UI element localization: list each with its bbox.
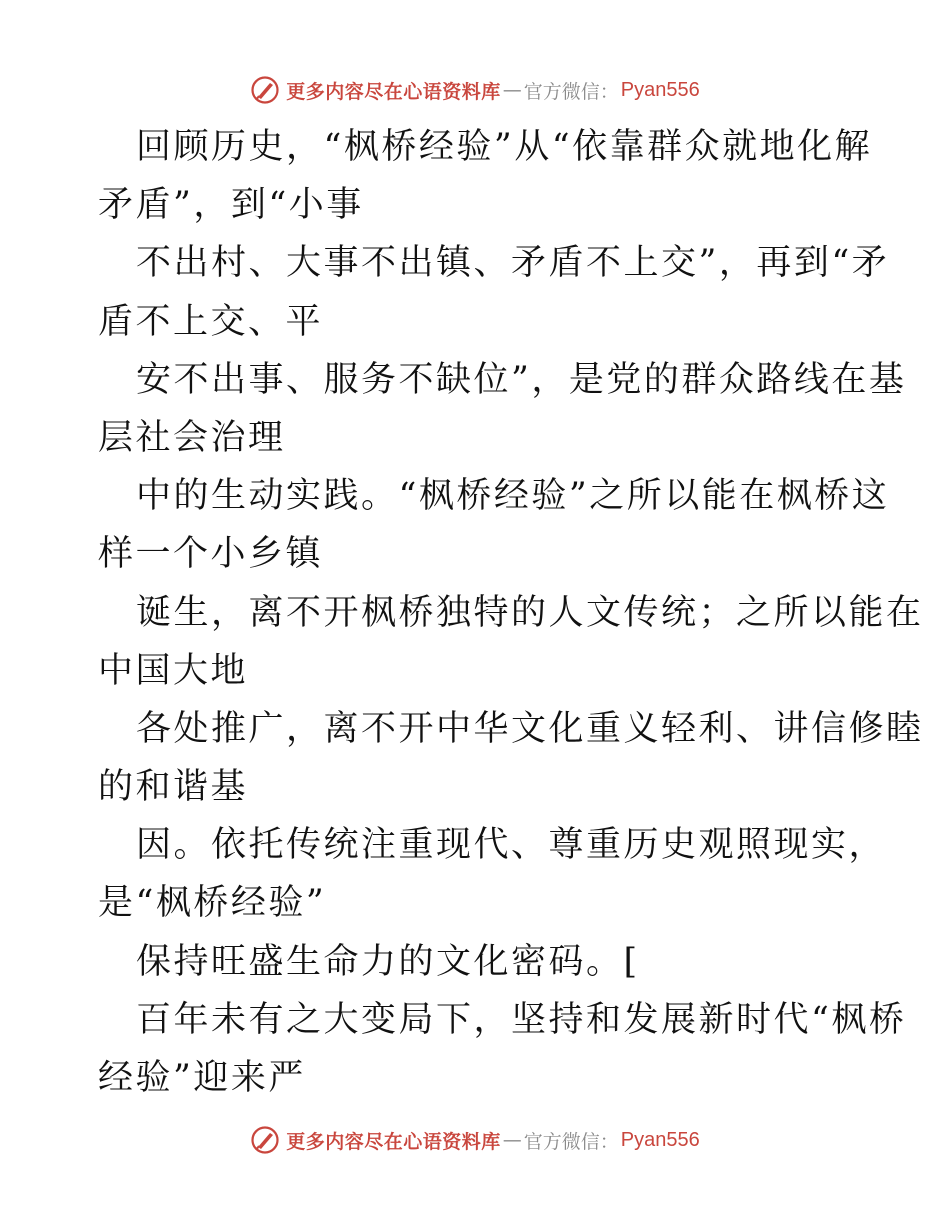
watermark-dash: — <box>502 79 522 101</box>
body-line: 的和谐基 <box>98 767 249 808</box>
watermark-site-text: 更多内容尽在心语资料库 <box>286 80 501 103</box>
body-line: 安不出事、服务不缺位”，是党的群众路线在基 <box>136 359 907 400</box>
body-line: 中的生动实践。“枫桥经验”之所以能在枫桥这 <box>136 476 890 517</box>
body-line: 层社会治理 <box>98 417 286 458</box>
body-line: 经验”迎来严 <box>98 1058 306 1098</box>
body-line: 是“枫桥经验” <box>98 883 327 924</box>
body-line: 盾不上交、平 <box>98 301 324 342</box>
body-line: 因。依托传统注重现代、尊重历史观照现实， <box>136 825 887 866</box>
watermark-wechat-label: 官方微信： <box>523 80 619 103</box>
watermark-dash: — <box>502 1129 522 1151</box>
body-line: 百年未有之大变局下，坚持和发展新时代“枫桥 <box>136 999 907 1040</box>
footer-watermark <box>0 1120 950 1160</box>
body-line: 样一个小乡镇 <box>98 534 324 575</box>
watermark-wechat-id: Pyan556 <box>620 1128 700 1151</box>
watermark-site-text: 更多内容尽在心语资料库 <box>286 1130 501 1153</box>
body-line: 保持旺盛生命力的文化密码。[ <box>136 941 640 982</box>
body-line: 诞生，离不开枫桥独特的人文传统；之所以能在 <box>136 592 924 633</box>
body-line: 不出村、大事不出镇、矛盾不上交”，再到“矛 <box>136 243 890 284</box>
quill-logo-icon <box>250 1125 280 1155</box>
body-line: 回顾历史，“枫桥经验”从“依靠群众就地化解 <box>136 127 873 167</box>
body-line: 矛盾”，到“小事 <box>98 185 364 226</box>
header-watermark <box>0 70 950 110</box>
watermark-wechat-label: 官方微信： <box>523 1130 619 1153</box>
watermark-wechat-id: Pyan556 <box>620 78 700 101</box>
body-line: 各处推广，离不开中华文化重义轻利、讲信修睦 <box>136 708 924 749</box>
body-line: 中国大地 <box>98 650 249 691</box>
quill-logo-icon <box>250 75 280 105</box>
document-body <box>98 118 924 1107</box>
